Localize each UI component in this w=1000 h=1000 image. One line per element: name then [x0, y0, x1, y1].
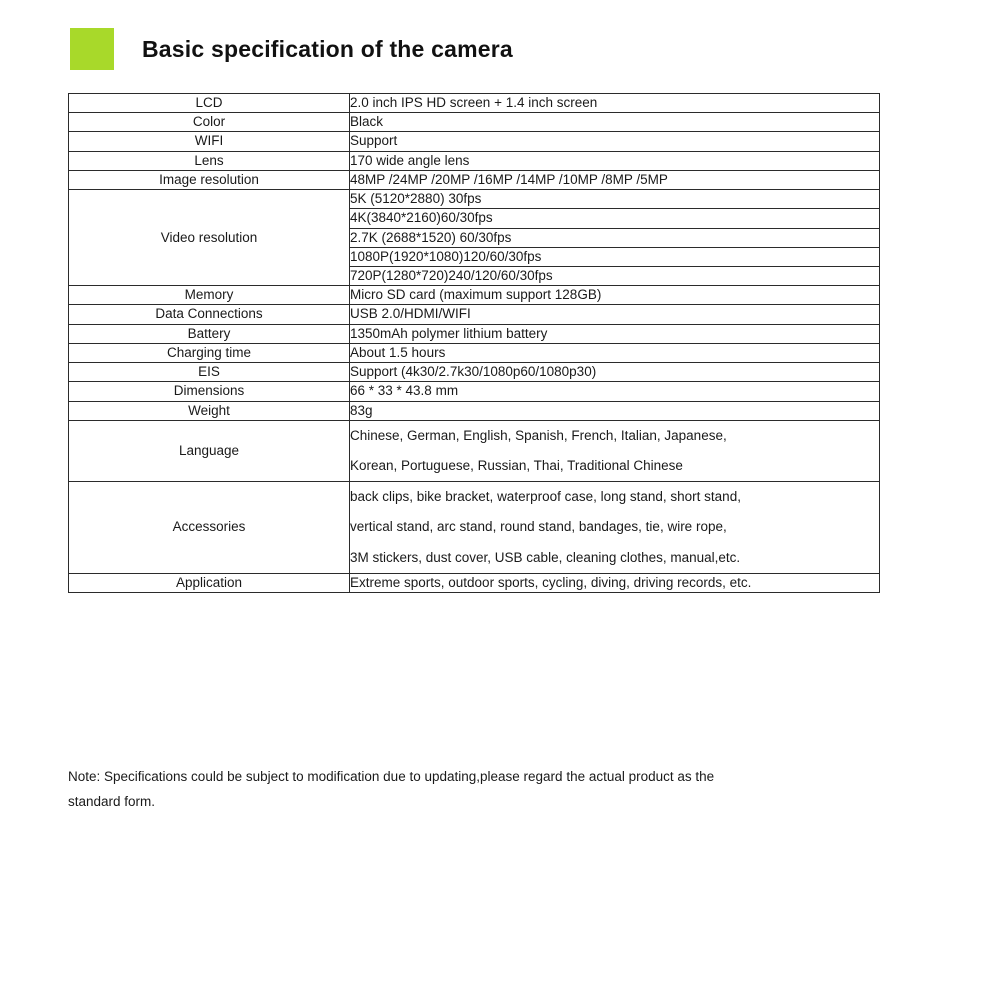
spec-label: Data Connections — [69, 305, 350, 324]
spec-label: Video resolution — [69, 190, 350, 286]
spec-label: Lens — [69, 151, 350, 170]
page-header — [70, 28, 513, 70]
table-row — [69, 170, 880, 189]
spec-value: 1350mAh polymer lithium battery — [350, 324, 880, 343]
spec-label: Dimensions — [69, 382, 350, 401]
table-row — [69, 363, 880, 382]
spec-label: Image resolution — [69, 170, 350, 189]
table-row — [69, 113, 880, 132]
table-row — [69, 573, 880, 592]
spec-label: LCD — [69, 94, 350, 113]
spec-label: Memory — [69, 286, 350, 305]
spec-value: 66 * 33 * 43.8 mm — [350, 382, 880, 401]
spec-value: USB 2.0/HDMI/WIFI — [350, 305, 880, 324]
spec-value: About 1.5 hours — [350, 343, 880, 362]
header-color-swatch — [70, 28, 114, 70]
spec-label: Charging time — [69, 343, 350, 362]
spec-value: Micro SD card (maximum support 128GB) — [350, 286, 880, 305]
table-row — [69, 132, 880, 151]
table-row — [69, 151, 880, 170]
spec-value — [350, 482, 880, 574]
spec-label: Application — [69, 573, 350, 592]
spec-label: Language — [69, 420, 350, 482]
footer-note-line: standard form. — [68, 793, 156, 809]
spec-value — [350, 420, 880, 482]
table-row — [69, 343, 880, 362]
spec-value: 720P(1280*720)240/120/60/30fps — [350, 266, 880, 285]
spec-label: Color — [69, 113, 350, 132]
table-row — [69, 482, 880, 574]
spec-value: 2.7K (2688*1520) 60/30fps — [350, 228, 880, 247]
table-row — [69, 382, 880, 401]
spec-value-line: back clips, bike bracket, waterproof case, long stand, short stand, — [350, 489, 741, 505]
spec-value: Extreme sports, outdoor sports, cycling, diving, driving records, etc. — [350, 573, 880, 592]
table-row — [69, 401, 880, 420]
table-row — [69, 324, 880, 343]
spec-value: 170 wide angle lens — [350, 151, 880, 170]
spec-value-line: 3M stickers, dust cover, USB cable, cleaning clothes, manual,etc. — [350, 549, 741, 565]
footer-note — [68, 765, 858, 815]
table-row — [69, 190, 880, 209]
spec-label: EIS — [69, 363, 350, 382]
spec-value: Support (4k30/2.7k30/1080p60/1080p30) — [350, 363, 880, 382]
page-title: Basic specification of the camera — [142, 35, 513, 62]
footer-note-line: Note: Specifications could be subject to modification due to updating,please regard the actual product as the — [68, 769, 715, 784]
spec-value: 5K (5120*2880) 30fps — [350, 190, 880, 209]
spec-value: 2.0 inch IPS HD screen + 1.4 inch screen — [350, 94, 880, 113]
spec-value: Support — [350, 132, 880, 151]
spec-label: Battery — [69, 324, 350, 343]
spec-value: 4K(3840*2160)60/30fps — [350, 209, 880, 228]
spec-value-line: Korean, Portuguese, Russian, Thai, Traditional Chinese — [350, 457, 683, 473]
spec-value: Black — [350, 113, 880, 132]
spec-value-line: Chinese, German, English, Spanish, French, Italian, Japanese, — [350, 427, 727, 443]
spec-value-line: vertical stand, arc stand, round stand, bandages, tie, wire rope, — [350, 519, 727, 535]
spec-label: Accessories — [69, 482, 350, 574]
table-row — [69, 305, 880, 324]
spec-label: Weight — [69, 401, 350, 420]
spec-value: 83g — [350, 401, 880, 420]
spec-value: 48MP /24MP /20MP /16MP /14MP /10MP /8MP /5MP — [350, 170, 880, 189]
table-row — [69, 94, 880, 113]
specification-table — [68, 93, 880, 593]
table-row — [69, 286, 880, 305]
spec-label: WIFI — [69, 132, 350, 151]
spec-value: 1080P(1920*1080)120/60/30fps — [350, 247, 880, 266]
table-row — [69, 420, 880, 482]
